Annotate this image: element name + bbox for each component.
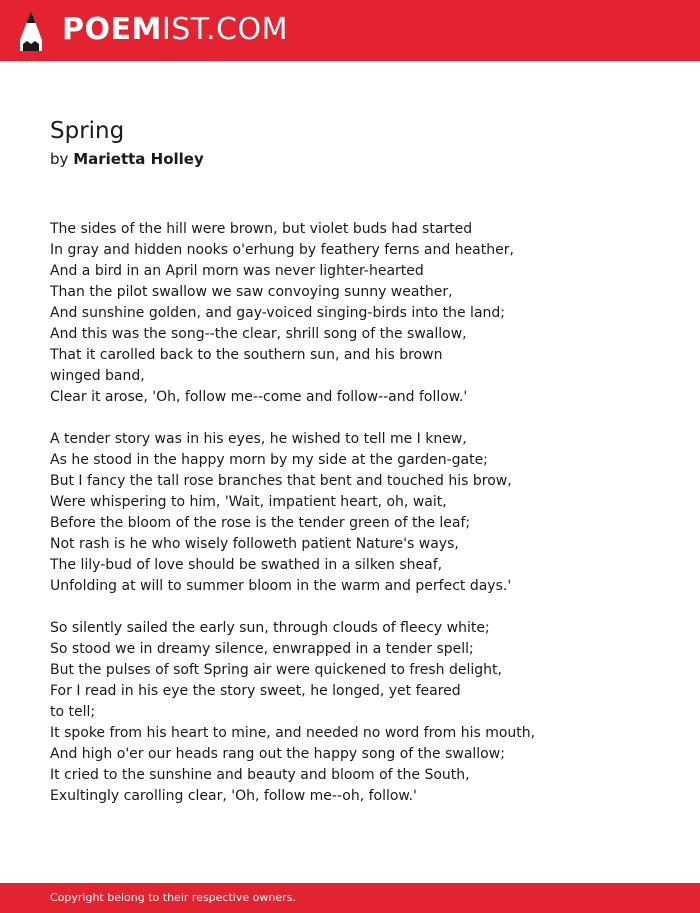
- stanza: [50, 429, 650, 597]
- poem-line: It spoke from his heart to mine, and needed no word from his mouth,: [50, 725, 536, 741]
- poem-line: Before the bloom of the rose is the tender green of the leaf;: [50, 515, 471, 531]
- poem-line: Than the pilot swallow we saw convoying sunny weather,: [50, 284, 453, 300]
- stanza: [50, 618, 650, 807]
- poem-line: So silently sailed the early sun, through clouds of fleecy white;: [50, 620, 490, 636]
- poem-line: That it carolled back to the southern sun, and his brown: [50, 347, 443, 363]
- site-footer: [0, 883, 700, 913]
- poem-body: [50, 219, 650, 828]
- logo-light-text: IST.COM: [161, 12, 288, 47]
- poem-line: The lily-bud of love should be swathed in a silken sheaf,: [50, 557, 443, 573]
- poem-line: And high o'er our heads rang out the happy song of the swallow;: [50, 746, 505, 762]
- poem-line: And a bird in an April morn was never lighter-hearted: [50, 263, 424, 279]
- poem-line: winged band,: [50, 368, 145, 384]
- site-logo[interactable]: [62, 10, 288, 50]
- poem-line: Unfolding at will to summer bloom in the warm and perfect days.': [50, 578, 512, 594]
- poem-line: It cried to the sunshine and beauty and bloom of the South,: [50, 767, 470, 783]
- by-label: by: [50, 150, 69, 168]
- byline: [50, 149, 204, 169]
- poem-line: So stood we in dreamy silence, enwrapped in a tender spell;: [50, 641, 474, 657]
- poem-line: Not rash is he who wisely followeth patient Nature's ways,: [50, 536, 459, 552]
- author-name: Marietta Holley: [73, 150, 204, 168]
- poem-line: Clear it arose, 'Oh, follow me--come and follow--and follow.': [50, 389, 468, 405]
- poem-line: Exultingly carolling clear, 'Oh, follow me--oh, follow.': [50, 788, 417, 804]
- poem-line: Were whispering to him, 'Wait, impatient heart, oh, wait,: [50, 494, 447, 510]
- site-header: [0, 0, 700, 61]
- pencil-tip-icon: [19, 10, 43, 52]
- poem-line: And sunshine golden, and gay-voiced singing-birds into the land;: [50, 305, 505, 321]
- stanza: [50, 219, 650, 408]
- poem-line: And this was the song--the clear, shrill song of the swallow,: [50, 326, 467, 342]
- poem-line: For I read in his eye the story sweet, he longed, yet feared: [50, 683, 461, 699]
- poem-line: As he stood in the happy morn by my side at the garden-gate;: [50, 452, 488, 468]
- poem-line: In gray and hidden nooks o'erhung by feathery ferns and heather,: [50, 242, 514, 258]
- poem-line: But I fancy the tall rose branches that bent and touched his brow,: [50, 473, 512, 489]
- logo-bold-text: POEM: [62, 12, 162, 47]
- poem-line: to tell;: [50, 704, 96, 720]
- poem-line: The sides of the hill were brown, but violet buds had started: [50, 221, 473, 237]
- poem-title: Spring: [50, 118, 125, 144]
- poem-line: A tender story was in his eyes, he wished to tell me I knew,: [50, 431, 467, 447]
- poem-line: But the pulses of soft Spring air were quickened to fresh delight,: [50, 662, 502, 678]
- copyright-notice: Copyright belong to their respective owners.: [50, 891, 296, 904]
